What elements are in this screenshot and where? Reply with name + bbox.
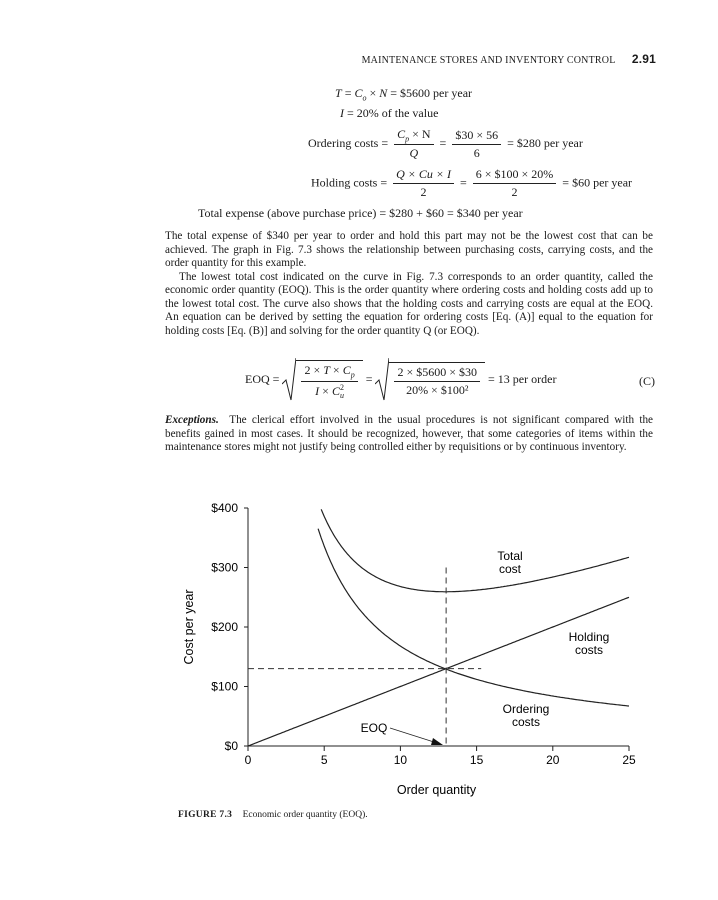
paragraph-1: The total expense of $340 per year to order and hold this part may not be the lowest cost that can be achieved. The graph in Fig. 7.3 shows the relationship between purchasing costs, carrying costs, and the order quantity for this example. (165, 230, 653, 269)
caption-number: FIGURE 7.3 (178, 810, 233, 820)
ordering-result: = $280 per year (507, 135, 583, 150)
eoq-arrowhead (431, 738, 443, 745)
series-label: Holding (568, 630, 610, 644)
equation-eoq: EOQ = $\frac{2 \times T \times C_p}{I \times C^2_u}$ = $\frac{2 \times \$5600 \times \$30}{\text{20\% × \$100²}}$ = 13 per order (C) (245, 358, 655, 402)
x-axis-label: Order quantity (396, 783, 477, 797)
equation-i-value: = 20% of the value (347, 106, 439, 120)
eoq-label: EOQ = (245, 371, 280, 386)
paragraph-2: The lowest total cost indicated on the curve in Fig. 7.3 corresponds to an order quantity, called the economic order quantity (EOQ). This is the order quantity where ordering costs and holding costs add up to the lowest total cost. The curve also shows that the holding costs and carrying costs are equal at the EOQ. An equation can be derived by setting the equation for ordering costs [Eq. (A)] equal to the equation for holding costs [Eq. (B)] and solving for the order quantity Q (or EOQ). (165, 270, 653, 337)
exceptions-heading: Exceptions. (165, 414, 219, 426)
equation-t: $T = C_o \times N$ = $5600 per year (335, 86, 473, 103)
x-tick-label: 25 (622, 753, 636, 767)
y-tick-label: $200 (211, 620, 238, 634)
holding-num2: 6 × $100 × 20% (473, 167, 557, 184)
ordering-cost-curve (318, 529, 629, 706)
figure-caption (178, 810, 368, 820)
series-label: Total (497, 549, 523, 563)
equation-i: I = 20% of the value (340, 106, 439, 120)
eoq-tag: (C) (639, 374, 655, 388)
y-tick-label: $0 (224, 739, 238, 753)
paragraph-3: The clerical effort involved in the usual procedures is not significant compared with the benefits gained in most cases. It should be recognized, however, that some categories of items within the maintenance stores might not justify being controlled either by requisitions or by continuous inventory. (165, 414, 654, 453)
series-label: cost (498, 562, 522, 576)
ordering-den2: 6 (473, 145, 480, 160)
ordering-num1: × N (412, 127, 431, 141)
eoq-annotation-leader (390, 728, 437, 743)
page-number: 2.91 (631, 52, 656, 66)
x-tick-label: 10 (393, 753, 408, 767)
holding-label: Holding costs = (311, 175, 388, 190)
eoq-num2: 2 × $5600 × $30 (394, 365, 480, 382)
sqrt-symbol-1: $\frac{2 \times T \times C_p}{I \times C^2_u}$ (282, 358, 362, 402)
x-tick-label: 15 (469, 753, 484, 767)
y-tick-label: $100 (211, 679, 238, 694)
series-label: costs (574, 643, 604, 657)
running-title: MAINTENANCE STORES AND INVENTORY CONTROL (361, 55, 616, 66)
holding-result: = $60 per year (562, 175, 633, 190)
holding-den1: 2 (420, 185, 427, 199)
eoq-result: = 13 per order (488, 371, 557, 386)
y-tick-label: $300 (211, 560, 238, 575)
caption-text: Economic order quantity (EOQ). (242, 810, 368, 820)
total-expense-line: Total expense (above purchase price) = $280 + $60 = $340 per year (198, 206, 523, 220)
eoq-annotation-label: EOQ (360, 721, 388, 735)
equation-ordering: Ordering costs = $\frac{C_p \times N}{Q}$ = $\frac{\$30 \times 56}{6}$ = $280 per year (308, 127, 583, 161)
holding-den2: 2 (511, 185, 518, 199)
x-tick-label: 5 (320, 753, 328, 767)
eoq-den2: 20% × $100² (406, 383, 469, 397)
series-label: Ordering (502, 702, 550, 716)
ordering-num2: $30 × 56 (452, 128, 501, 145)
x-tick-label: 20 (546, 753, 560, 767)
holding-num1: Q × Cu × I (393, 167, 454, 184)
ordering-label: Ordering costs = (308, 135, 389, 150)
holding-cost-line (248, 597, 629, 746)
y-tick-label: $400 (211, 501, 238, 515)
series-label: costs (511, 715, 541, 729)
equation-t-value: = $5600 per year (390, 86, 473, 100)
total-cost-curve (321, 509, 629, 592)
y-axis-label: Cost per year (182, 589, 196, 665)
x-tick-label: 0 (244, 753, 252, 767)
equation-holding: Holding costs = $\frac{Q \times Cu \times I}{2}$ = $\frac{6 \times \$100 \times 20\%}{2}$ = $60 per year (311, 167, 633, 199)
